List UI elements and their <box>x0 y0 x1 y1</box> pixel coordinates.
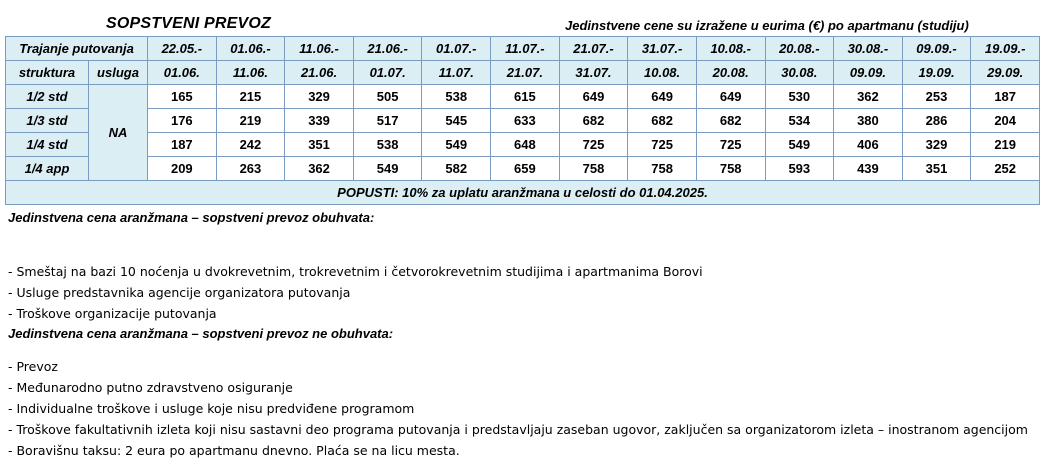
price-cell: 362 <box>834 85 903 109</box>
period-end: 01.07. <box>353 61 422 85</box>
price-cell: 253 <box>902 85 971 109</box>
discount-text: POPUSTI: 10% za uplatu aranžmana u celosti do 01.04.2025. <box>6 181 1040 205</box>
price-cell: 219 <box>216 109 285 133</box>
duration-label: Trajanje putovanja <box>6 37 148 61</box>
price-cell: 339 <box>285 109 354 133</box>
price-cell: 187 <box>148 133 217 157</box>
period-end: 30.08. <box>765 61 834 85</box>
price-cell: 682 <box>559 109 628 133</box>
period-end: 21.06. <box>285 61 354 85</box>
price-cell: 165 <box>148 85 217 109</box>
discount-row <box>6 181 1040 205</box>
price-cell: 209 <box>148 157 217 181</box>
period-start: 22.05.- <box>148 37 217 61</box>
structure-cell: 1/2 std <box>6 85 89 109</box>
price-cell: 362 <box>285 157 354 181</box>
price-cell: 682 <box>696 109 765 133</box>
price-cell: 505 <box>353 85 422 109</box>
price-cell: 242 <box>216 133 285 157</box>
price-cell: 615 <box>491 85 560 109</box>
period-start: 20.08.- <box>765 37 834 61</box>
price-cell: 538 <box>422 85 491 109</box>
price-cell: 329 <box>285 85 354 109</box>
period-end: 29.09. <box>971 61 1040 85</box>
price-cell: 648 <box>491 133 560 157</box>
table-row <box>6 133 1040 157</box>
price-cell: 659 <box>491 157 560 181</box>
structure-cell: 1/4 app <box>6 157 89 181</box>
price-cell: 204 <box>971 109 1040 133</box>
price-cell: 187 <box>971 85 1040 109</box>
price-cell: 215 <box>216 85 285 109</box>
includes-item: - Usluge predstavnika agencije organizatora putovanja <box>8 285 351 300</box>
includes-item: - Smeštaj na bazi 10 noćenja u dvokrevetnim, trokrevetnim i četvorokrevetnim studijima i apartmanima Borovi <box>8 264 703 279</box>
service-label: usluga <box>89 61 148 85</box>
price-cell: 351 <box>285 133 354 157</box>
period-start: 11.07.- <box>491 37 560 61</box>
excludes-list <box>8 356 1028 461</box>
includes-item: - Troškove organizacije putovanja <box>8 306 217 321</box>
price-cell: 649 <box>559 85 628 109</box>
period-end: 20.08. <box>696 61 765 85</box>
period-end: 01.06. <box>148 61 217 85</box>
includes-title: Jedinstvena cena aranžmana – sopstveni prevoz obuhvata: <box>8 210 375 225</box>
period-start: 10.08.- <box>696 37 765 61</box>
price-table <box>5 36 1040 205</box>
price-cell: 758 <box>559 157 628 181</box>
period-end: 11.06. <box>216 61 285 85</box>
period-start: 09.09.- <box>902 37 971 61</box>
period-start: 11.06.- <box>285 37 354 61</box>
price-cell: 252 <box>971 157 1040 181</box>
structure-cell: 1/4 std <box>6 133 89 157</box>
period-start: 30.08.- <box>834 37 903 61</box>
period-start: 01.07.- <box>422 37 491 61</box>
price-cell: 351 <box>902 157 971 181</box>
price-cell: 649 <box>696 85 765 109</box>
price-cell: 758 <box>696 157 765 181</box>
structure-cell: 1/3 std <box>6 109 89 133</box>
period-end: 21.07. <box>491 61 560 85</box>
price-cell: 725 <box>559 133 628 157</box>
price-note: Jedinstvene cene su izražene u eurima (€) po apartmanu (studiju) <box>565 18 969 33</box>
price-cell: 582 <box>422 157 491 181</box>
period-end: 09.09. <box>834 61 903 85</box>
price-cell: 633 <box>491 109 560 133</box>
period-start: 19.09.- <box>971 37 1040 61</box>
table-row <box>6 157 1040 181</box>
price-cell: 758 <box>628 157 697 181</box>
includes-list <box>8 261 703 324</box>
service-cell: NA <box>89 85 148 181</box>
period-start: 31.07.- <box>628 37 697 61</box>
period-start: 21.07.- <box>559 37 628 61</box>
structure-label: struktura <box>6 61 89 85</box>
price-cell: 725 <box>696 133 765 157</box>
price-cell: 549 <box>353 157 422 181</box>
price-cell: 286 <box>902 109 971 133</box>
excludes-item: - Troškove fakultativnih izleta koji nisu sastavni deo programa putovanja i predstavljaju zaseban ugovor, zaključen sa organizatorom izleta – inostranom agencijom <box>8 422 1028 437</box>
price-cell: 263 <box>216 157 285 181</box>
price-cell: 406 <box>834 133 903 157</box>
price-cell: 682 <box>628 109 697 133</box>
price-cell: 176 <box>148 109 217 133</box>
price-cell: 534 <box>765 109 834 133</box>
excludes-item: - Prevoz <box>8 359 58 374</box>
period-start: 21.06.- <box>353 37 422 61</box>
table-row <box>6 85 1040 109</box>
period-end: 11.07. <box>422 61 491 85</box>
excludes-item: - Individualne troškove i usluge koje nisu predviđene programom <box>8 401 415 416</box>
price-cell: 439 <box>834 157 903 181</box>
excludes-item: - Međunarodno putno zdravstveno osiguranje <box>8 380 293 395</box>
excludes-title: Jedinstvena cena aranžmana – sopstveni prevoz ne obuhvata: <box>8 326 394 341</box>
price-cell: 549 <box>422 133 491 157</box>
price-cell: 329 <box>902 133 971 157</box>
price-cell: 649 <box>628 85 697 109</box>
price-cell: 219 <box>971 133 1040 157</box>
header-row-dates-from <box>6 37 1040 61</box>
price-cell: 380 <box>834 109 903 133</box>
price-cell: 530 <box>765 85 834 109</box>
price-cell: 725 <box>628 133 697 157</box>
excludes-item: - Boravišnu taksu: 2 eura po apartmanu dnevno. Plaća se na licu mesta. <box>8 443 460 458</box>
price-cell: 549 <box>765 133 834 157</box>
price-cell: 517 <box>353 109 422 133</box>
table-row <box>6 109 1040 133</box>
period-end: 10.08. <box>628 61 697 85</box>
period-end: 19.09. <box>902 61 971 85</box>
price-cell: 545 <box>422 109 491 133</box>
price-cell: 593 <box>765 157 834 181</box>
period-start: 01.06.- <box>216 37 285 61</box>
page-title: SOPSTVENI PREVOZ <box>106 15 272 32</box>
header-row-dates-to <box>6 61 1040 85</box>
price-cell: 538 <box>353 133 422 157</box>
period-end: 31.07. <box>559 61 628 85</box>
